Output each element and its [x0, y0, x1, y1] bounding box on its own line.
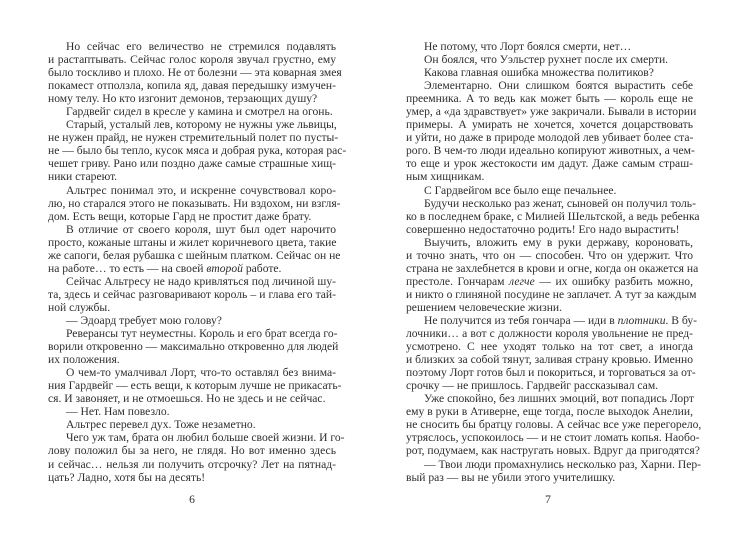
text-line: — Нет. Нам повезло. [66, 405, 170, 419]
text-line: ся. И завоняет, и не отмоешься. Но не здесь и не сейчас. [48, 392, 326, 406]
text-line: не — было бы тепло, кусок мяса и добрая рука, которая рас- [48, 144, 347, 158]
text-line: не сносить бы братцу головы. А сейчас все уже перегорело, [406, 418, 702, 432]
text-line: и близких за собой тянут, заливая страну кровью. Именно [406, 353, 693, 367]
text-line: то еще и урок жестокости им дадут. Даже самым страш- [406, 157, 693, 171]
right-page-text [406, 40, 702, 484]
text-line: Старый, усталый лев, которому не нужны уже львицы, [66, 118, 337, 132]
text-line: и растаптывать. Сейчас голос короля звучал грустно, ему [48, 53, 336, 67]
text-line: Но сейчас его величество не стремился подавлять [66, 40, 336, 53]
text-line: рого. В чем-то люди идеально копируют животных, а чем- [406, 144, 695, 158]
paragraph [406, 392, 702, 458]
left-page-text [48, 40, 347, 484]
page-number-left: 6 [189, 493, 195, 506]
text-line: ники стареют. [48, 170, 118, 184]
text-line: Он боялся, что Уэльстер рухнет после их смерти. [424, 53, 669, 67]
text-line: же сапоги, белая рубашка с шейным платком. Сейчас он не [48, 248, 341, 262]
text-line: усмотрено. С нее уходят только на тот свет, а иногда [406, 340, 693, 354]
text-segment: Не получится из тебя гончара — иди в [424, 313, 618, 327]
italic-text: второй [206, 261, 243, 275]
text-line: умер, а «да здравствует» уже закричали. Бывали в истории [406, 105, 697, 119]
paragraph [406, 235, 699, 314]
text-line: ным хищникам. [406, 170, 485, 184]
paragraph [406, 313, 698, 393]
text-line: было тоскливо и плохо. Не от болезни — эта коварная змея [48, 66, 342, 80]
text-segment: . В бу- [665, 313, 698, 327]
text-line: просто, кожаные штаны и жилет коричневого цвета, такие [48, 235, 337, 249]
paragraph [406, 457, 702, 484]
text-line: Альтрес перевел дух. Тоже незаметно. [66, 418, 256, 432]
text-segment: престоле. Гончарам [406, 274, 510, 288]
text-line: их положения. [48, 353, 120, 367]
paragraph [406, 196, 700, 236]
text-line: Будучи несколько раз женат, сыновей он получил толь- [424, 196, 696, 210]
text-line: и точно знать, что он — способен. Что он удержит. Что [406, 248, 693, 262]
paragraph [48, 40, 342, 106]
paragraph [48, 418, 336, 431]
text-line: и уйти, но даже в природе молодой лев убивает более ста- [406, 131, 694, 145]
paragraph [48, 222, 341, 275]
text-line: О чем-то умалчивал Лорт, что-то оставлял без внима- [66, 366, 336, 380]
paragraph [406, 53, 693, 66]
text-line: Какова главная ошибка множества политиков? [424, 66, 654, 80]
paragraph [406, 66, 693, 79]
text-line: Элементарно. Они слишком боятся вырастить себе [424, 79, 693, 93]
text-line: ной службы. [48, 300, 111, 314]
text-line: — Твои люди промахнулись несколько раз, Харни. Пер- [424, 457, 702, 471]
text-line: совершенно недостаточно родить! Его надо вырастить! [406, 222, 680, 236]
page-number-right: 7 [545, 493, 551, 506]
text-line: ния Гардвейг — есть вещи, к которым лучше не прикасать- [48, 379, 342, 393]
text-line: та, здесь и сейчас разговаривают король – и глава его тай- [48, 287, 336, 301]
text-line: чешет гриву. Рано или поздно даже самые страшные хищ- [48, 157, 336, 171]
text-line: рот, подумаем, как настругать новых. Вдруг да пригодятся? [406, 444, 700, 458]
paragraph [48, 327, 339, 367]
text-line: Чего уж там, брата он любил больше своей жизни. И го- [66, 431, 345, 445]
text-line [406, 275, 693, 288]
text-line: лову положил бы за него, не глядя. Но вот именно здесь [48, 444, 336, 458]
text-line: Реверансы тут неуместны. Король и его брат всегда го- [66, 327, 338, 341]
text-line: Альтрес понимал это, и искренне сочувствовал коро- [66, 183, 336, 197]
paragraph [48, 366, 342, 406]
text-line: покамест отползла, копила яд, давая передышку измучен- [48, 79, 336, 93]
paragraph [48, 105, 336, 118]
text-line: преемника. А то ведь как может быть — король еще не [406, 92, 693, 106]
text-line: страна не захлебнется в крови и огне, когда он окажется на [406, 261, 699, 275]
text-segment: на работе… то есть — на своей [48, 261, 207, 275]
paragraph [48, 275, 336, 314]
paragraph [406, 79, 697, 184]
text-line: ворили откровенно — максимально откровенно для людей [48, 340, 339, 354]
text-line: цать? Ладно, хотя бы на десять! [48, 470, 206, 484]
text-line: лочники… а вот с должности короля увольнение не пред- [406, 327, 693, 341]
text-line: ко в последнем браке, с Милией Шельтской, а ведь ребенка [406, 209, 700, 223]
text-line: В отличие от своего короля, шут был одет нарочито [66, 222, 336, 236]
text-line: решением человеческие жизни. [406, 300, 563, 314]
text-line: примеры. А умирать не хочется, хочется доцарствовать [406, 118, 693, 132]
text-line: вый раз — вы не убили этого учителишку. [406, 470, 616, 484]
paragraph [48, 118, 347, 184]
text-line: С Гардвейгом все было еще печальнее. [424, 183, 617, 197]
text-line: и никто о глиняной посудине не заплачет. А тут за каждым [406, 287, 697, 301]
text-line: дом. Есть вещи, которые Гард не простит даже брату. [48, 209, 312, 223]
text-line: поэтому Лорт готов был и покориться, и торговаться за от- [406, 366, 696, 380]
paragraph [406, 40, 693, 53]
text-line: Выучить, вложить ему в руки державу, короновать, [424, 235, 693, 249]
text-line: ному телу. Но кто изгонит демонов, терзающих душу? [48, 92, 318, 106]
italic-text: легче [509, 274, 535, 288]
text-line: ему в руки в Ативерне, еще тогда, после выходок Анелии, [406, 405, 693, 419]
text-segment: — их ошибку разбить можно, [534, 274, 693, 288]
text-line: срочку — не пришлось. Гардвейг рассказывал сам. [406, 379, 659, 393]
italic-text: плотники [617, 313, 666, 327]
paragraph [48, 183, 341, 223]
text-line: — Эдоард требует мою голову? [66, 313, 222, 327]
text-line: не нужен прайд, не нужен стремительный полет по пусты- [48, 131, 339, 145]
paragraph [406, 184, 693, 197]
paragraph [48, 314, 336, 327]
text-line [48, 262, 336, 275]
text-line: Гардвейг сидел в кресле у камина и смотрел на огонь. [66, 105, 333, 119]
paragraph [48, 405, 336, 418]
text-line: Не потому, что Лорт боялся смерти, нет… [424, 40, 632, 53]
text-line: и сейчас… нельзя ли получить отсрочку? Лет на пятнад- [48, 457, 336, 471]
text-line: Сейчас Альтресу не надо кривляться под личиной шу- [66, 274, 336, 288]
text-line: утряслось, успокоилось — и не стоит ломать копья. Наобо- [406, 431, 700, 445]
text-line: лю, но старался этого не показывать. Ни вздохом, ни взгля- [48, 196, 341, 210]
text-segment: работе. [242, 261, 282, 275]
text-line: Уже спокойно, без лишних эмоций, вот попадись Лорт [424, 392, 694, 406]
paragraph [48, 431, 345, 484]
text-line [406, 313, 698, 327]
